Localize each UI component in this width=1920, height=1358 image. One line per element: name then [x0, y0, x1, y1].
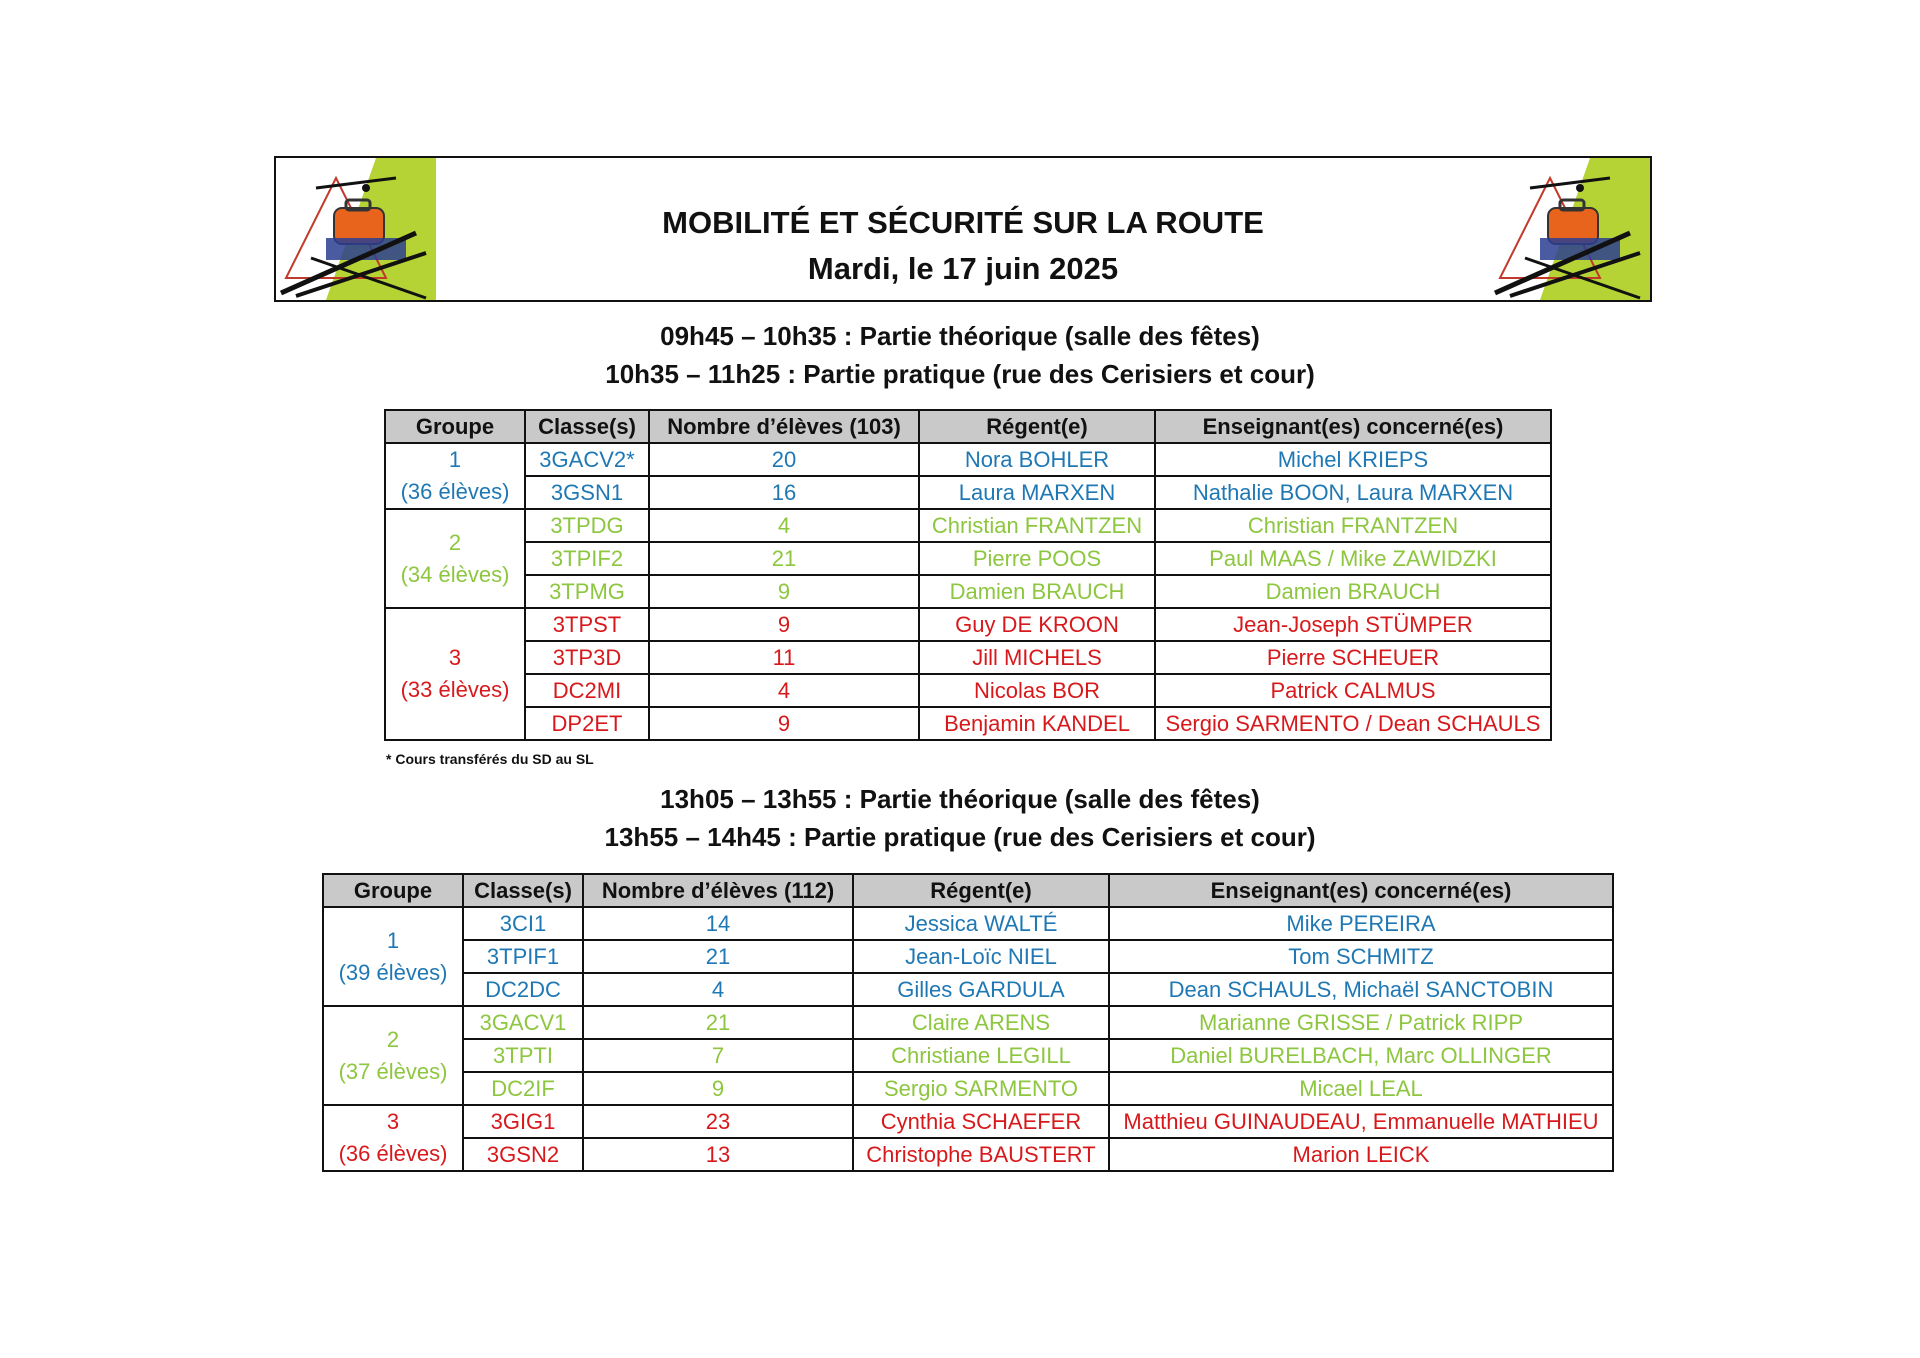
table-row [323, 973, 1613, 1006]
nombre-cell: 4 [583, 973, 853, 1006]
group-count: (36 élèves) [400, 479, 510, 504]
regent-cell: Jean-Loïc NIEL [853, 940, 1109, 973]
nombre-cell: 9 [649, 707, 919, 740]
nombre-cell: 13 [583, 1138, 853, 1171]
session-1-heading [0, 317, 1920, 393]
classe-cell: 3CI1 [463, 907, 583, 940]
nombre-cell: 7 [583, 1039, 853, 1072]
group-number: 2 [448, 529, 462, 555]
enseignants-cell: Mike PEREIRA [1109, 907, 1613, 940]
regent-cell: Christiane LEGILL [853, 1039, 1109, 1072]
classe-cell: 3TPDG [525, 509, 649, 542]
table-row [323, 1039, 1613, 1072]
classe-cell: 3GIG1 [463, 1105, 583, 1138]
table-row [323, 940, 1613, 973]
regent-cell: Damien BRAUCH [919, 575, 1155, 608]
regent-cell: Jill MICHELS [919, 641, 1155, 674]
enseignants-cell: Michel KRIEPS [1155, 443, 1551, 476]
table-row [385, 476, 1551, 509]
enseignants-cell: Patrick CALMUS [1155, 674, 1551, 707]
group-cell [385, 608, 525, 740]
enseignants-cell: Pierre SCHEUER [1155, 641, 1551, 674]
classe-cell: 3TP3D [525, 641, 649, 674]
regent-cell: Guy DE KROON [919, 608, 1155, 641]
table-row [385, 608, 1551, 641]
header-banner [274, 156, 1652, 302]
table-row [323, 1105, 1613, 1138]
regent-cell: Claire ARENS [853, 1006, 1109, 1039]
footnote: * Cours transférés du SD au SL [386, 751, 594, 767]
group-count: (36 élèves) [338, 1141, 448, 1166]
regent-cell: Laura MARXEN [919, 476, 1155, 509]
table-row [385, 509, 1551, 542]
table-row [385, 674, 1551, 707]
nombre-cell: 4 [649, 674, 919, 707]
classe-cell: 3GSN1 [525, 476, 649, 509]
enseignants-cell: Sergio SARMENTO / Dean SCHAULS [1155, 707, 1551, 740]
regent-cell: Gilles GARDULA [853, 973, 1109, 1006]
nombre-cell: 9 [583, 1072, 853, 1105]
regent-cell: Sergio SARMENTO [853, 1072, 1109, 1105]
session-2-table [322, 873, 1614, 1172]
group-count: (33 élèves) [400, 677, 510, 702]
table-row [385, 707, 1551, 740]
enseignants-cell: Nathalie BOON, Laura MARXEN [1155, 476, 1551, 509]
table-row [323, 1006, 1613, 1039]
col-header-groupe: Groupe [323, 874, 463, 907]
enseignants-cell: Matthieu GUINAUDEAU, Emmanuelle MATHIEU [1109, 1105, 1613, 1138]
enseignants-cell: Christian FRANTZEN [1155, 509, 1551, 542]
regent-cell: Benjamin KANDEL [919, 707, 1155, 740]
col-header-enseignants: Enseignant(es) concerné(es) [1109, 874, 1613, 907]
session-2-practice-time: 13h55 – 14h45 : Partie pratique (rue des Cerisiers et cour) [604, 822, 1316, 852]
enseignants-cell: Tom SCHMITZ [1109, 940, 1613, 973]
classe-cell: DC2MI [525, 674, 649, 707]
group-count: (34 élèves) [400, 561, 510, 587]
enseignants-cell: Dean SCHAULS, Michaël SANCTOBIN [1109, 973, 1613, 1006]
session-1-theory-time: 09h45 – 10h35 : Partie théorique (salle des fêtes) [660, 321, 1260, 351]
enseignants-cell: Marion LEICK [1109, 1138, 1613, 1171]
col-header-nombre: Nombre d’élèves (103) [649, 410, 919, 443]
group-count: (37 élèves) [338, 1058, 448, 1084]
table-row [385, 443, 1551, 476]
regent-cell: Christian FRANTZEN [919, 509, 1155, 542]
group-count: (39 élèves) [338, 959, 448, 985]
classe-cell: DC2IF [463, 1072, 583, 1105]
regent-cell: Cynthia SCHAEFER [853, 1105, 1109, 1138]
classe-cell: 3TPST [525, 608, 649, 641]
col-header-groupe: Groupe [385, 410, 525, 443]
enseignants-cell: Damien BRAUCH [1155, 575, 1551, 608]
nombre-cell: 16 [649, 476, 919, 509]
group-number: 3 [448, 645, 462, 670]
group-number: 1 [448, 447, 462, 472]
document-title: MOBILITÉ ET SÉCURITÉ SUR LA ROUTE [662, 205, 1264, 240]
table-row [385, 641, 1551, 674]
table-row [323, 907, 1613, 940]
col-header-classes: Classe(s) [463, 874, 583, 907]
regent-cell: Nora BOHLER [919, 443, 1155, 476]
group-cell [385, 443, 525, 509]
classe-cell: 3TPIF2 [525, 542, 649, 575]
classe-cell: 3TPTI [463, 1039, 583, 1072]
regent-cell: Nicolas BOR [919, 674, 1155, 707]
col-header-nombre: Nombre d’élèves (112) [583, 874, 853, 907]
enseignants-cell: Paul MAAS / Mike ZAWIDZKI [1155, 542, 1551, 575]
regent-cell: Christophe BAUSTERT [853, 1138, 1109, 1171]
table-row [323, 1072, 1613, 1105]
table-row [323, 1138, 1613, 1171]
regent-cell: Pierre POOS [919, 542, 1155, 575]
group-number: 2 [386, 1026, 400, 1052]
enseignants-cell: Marianne GRISSE / Patrick RIPP [1109, 1006, 1613, 1039]
session-2-theory-time: 13h05 – 13h55 : Partie théorique (salle des fêtes) [660, 784, 1260, 814]
group-cell [323, 1006, 463, 1105]
table-row [385, 542, 1551, 575]
col-header-enseignants: Enseignant(es) concerné(es) [1155, 410, 1551, 443]
classe-cell: 3TPMG [525, 575, 649, 608]
classe-cell: DC2DC [463, 973, 583, 1006]
nombre-cell: 21 [649, 542, 919, 575]
group-number: 1 [386, 927, 400, 953]
nombre-cell: 20 [649, 443, 919, 476]
group-number: 3 [386, 1109, 400, 1134]
classe-cell: 3TPIF1 [463, 940, 583, 973]
nombre-cell: 4 [649, 509, 919, 542]
session-1-practice-time: 10h35 – 11h25 : Partie pratique (rue des Cerisiers et cour) [605, 359, 1315, 389]
table-header-row [323, 874, 1613, 907]
nombre-cell: 21 [583, 1006, 853, 1039]
group-cell [323, 1105, 463, 1171]
classe-cell: 3GACV2* [525, 443, 649, 476]
col-header-regent: Régent(e) [853, 874, 1109, 907]
col-header-classes: Classe(s) [525, 410, 649, 443]
col-header-regent: Régent(e) [919, 410, 1155, 443]
enseignants-cell: Jean-Joseph STÜMPER [1155, 608, 1551, 641]
nombre-cell: 14 [583, 907, 853, 940]
group-cell [385, 509, 525, 608]
session-2-heading [0, 780, 1920, 856]
regent-cell: Jessica WALTÉ [853, 907, 1109, 940]
group-cell [323, 907, 463, 1006]
classe-cell: DP2ET [525, 707, 649, 740]
nombre-cell: 23 [583, 1105, 853, 1138]
nombre-cell: 11 [649, 641, 919, 674]
document-date: Mardi, le 17 juin 2025 [807, 251, 1119, 286]
enseignants-cell: Micael LEAL [1109, 1072, 1613, 1105]
session-1-table [384, 409, 1552, 741]
nombre-cell: 9 [649, 575, 919, 608]
table-row [385, 575, 1551, 608]
nombre-cell: 9 [649, 608, 919, 641]
classe-cell: 3GSN2 [463, 1138, 583, 1171]
classe-cell: 3GACV1 [463, 1006, 583, 1039]
nombre-cell: 21 [583, 940, 853, 973]
enseignants-cell: Daniel BURELBACH, Marc OLLINGER [1109, 1039, 1613, 1072]
road-safety-logo-right [1490, 158, 1650, 300]
table-header-row [385, 410, 1551, 443]
